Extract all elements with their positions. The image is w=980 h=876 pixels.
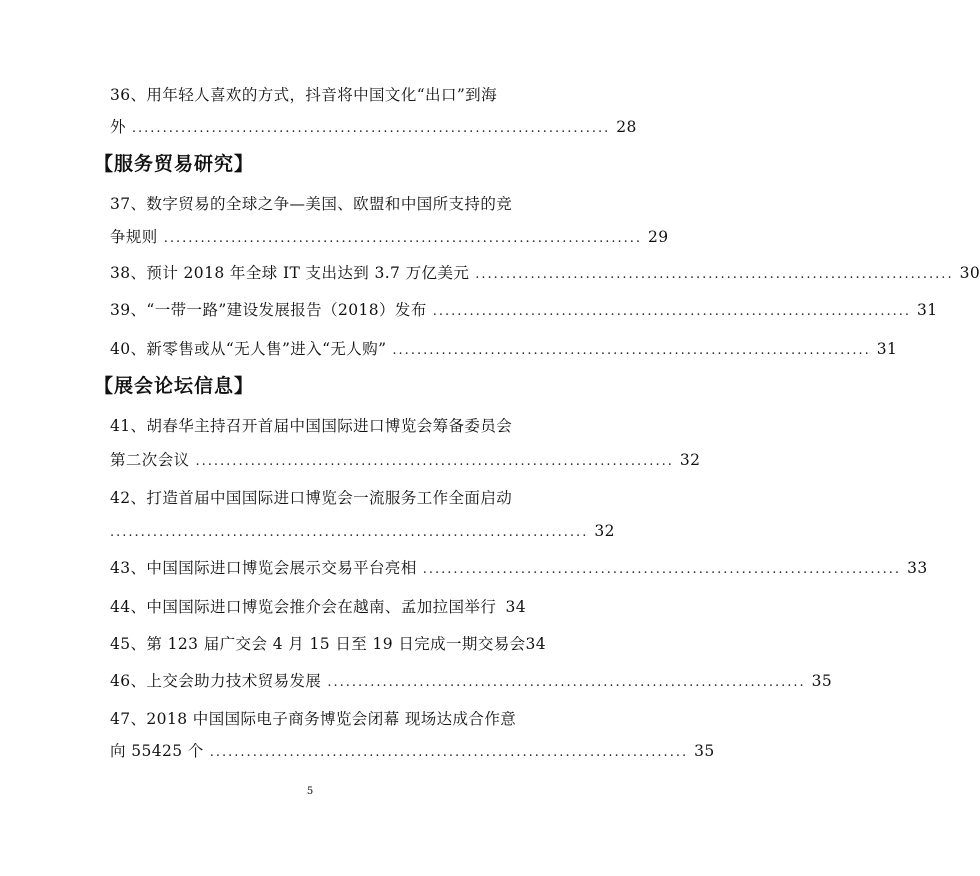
dot-leader: .............................................................................. xyxy=(475,267,954,282)
toc-page-number: 31 xyxy=(917,301,938,319)
toc-page-number: 35 xyxy=(811,672,833,690)
section-heading-service-trade: 【服务贸易研究】 xyxy=(94,153,255,175)
toc-entry-text: 争规则 xyxy=(110,228,158,246)
toc-entry-text: 40、新零售或从“无人售”进入“无人购” xyxy=(110,340,387,358)
toc-entry-41-line1 xyxy=(110,415,526,437)
toc-entry-36-line1 xyxy=(110,84,526,106)
toc-entry-39[interactable] xyxy=(110,299,938,323)
toc-entry-text: 39、“一带一路”建设发展报告（2018）发布 xyxy=(110,301,427,319)
toc-entry-42-line2[interactable] xyxy=(110,520,615,544)
toc-page-number: 32 xyxy=(679,451,701,469)
toc-entry-text: 45、第 123 届广交会 4 月 15 日至 19 日完成一期交易会 xyxy=(110,635,526,653)
dot-leader: .............................................................................. xyxy=(422,562,902,577)
toc-entry-36-line2[interactable] xyxy=(110,116,637,140)
toc-entry-text: 44、中国国际进口博览会推介会在越南、孟加拉国举行 xyxy=(110,598,497,616)
toc-entry-37-line2[interactable] xyxy=(110,226,669,250)
toc-entry-37-line1 xyxy=(110,193,526,215)
toc-entry-47-line1 xyxy=(110,708,526,730)
toc-page-number: 28 xyxy=(616,118,637,136)
toc-entry-46[interactable] xyxy=(110,670,833,694)
dot-leader: .............................................................................. xyxy=(209,745,689,760)
toc-entry-38[interactable] xyxy=(110,262,980,286)
dot-leader: .............................................................................. xyxy=(327,675,806,690)
dot-leader: .............................................................................. xyxy=(195,454,674,469)
toc-entry-text: 37、数字贸易的全球之争—美国、欧盟和中国所支持的竞 xyxy=(110,195,513,213)
toc-entry-45[interactable] xyxy=(110,633,547,655)
toc-entry-text: 41、胡春华主持召开首届中国国际进口博览会筹备委员会 xyxy=(110,417,513,435)
toc-entry-text: 36、用年轻人喜欢的方式，抖音将中国文化“出口”到海 xyxy=(110,86,497,104)
toc-page-number: 31 xyxy=(876,340,898,358)
toc-entry-text: 46、上交会助力技术贸易发展 xyxy=(110,672,322,690)
toc-entry-47-line2[interactable] xyxy=(110,740,715,764)
toc-page-number: 34 xyxy=(525,635,547,653)
dot-leader: .............................................................................. xyxy=(163,231,643,246)
toc-page-number: 30 xyxy=(959,264,980,282)
dot-leader: .............................................................................. xyxy=(110,525,589,540)
toc-entry-43[interactable] xyxy=(110,557,928,581)
toc-entry-text: 38、预计 2018 年全球 IT 支出达到 3.7 万亿美元 xyxy=(110,264,470,282)
toc-entry-41-line2[interactable] xyxy=(110,449,701,473)
toc-entry-40[interactable] xyxy=(110,338,898,362)
toc-page-number: 34 xyxy=(505,598,526,616)
toc-page-number: 32 xyxy=(594,522,615,540)
toc-entry-text: 第二次会议 xyxy=(110,451,190,469)
toc-entry-text: 42、打造首届中国国际进口博览会一流服务工作全面启动 xyxy=(110,489,513,507)
toc-page-number: 29 xyxy=(648,228,669,246)
toc-entry-text: 43、中国国际进口博览会展示交易平台亮相 xyxy=(110,559,417,577)
page-number: 5 xyxy=(306,786,314,797)
toc-entry-44[interactable] xyxy=(110,596,526,618)
dot-leader: .............................................................................. xyxy=(432,304,912,319)
dot-leader: .............................................................................. xyxy=(392,343,871,358)
toc-entry-42-line1 xyxy=(110,487,526,509)
toc-page-number: 35 xyxy=(694,742,715,760)
dot-leader: .............................................................................. xyxy=(131,121,611,136)
toc-page-number: 33 xyxy=(907,559,928,577)
toc-entry-text: 外 xyxy=(110,118,126,136)
toc-entry-text: 47、2018 中国国际电子商务博览会闭幕 现场达成合作意 xyxy=(110,710,517,728)
toc-entry-text: 向 55425 个 xyxy=(110,742,204,760)
section-heading-expo-forum: 【展会论坛信息】 xyxy=(94,375,255,397)
